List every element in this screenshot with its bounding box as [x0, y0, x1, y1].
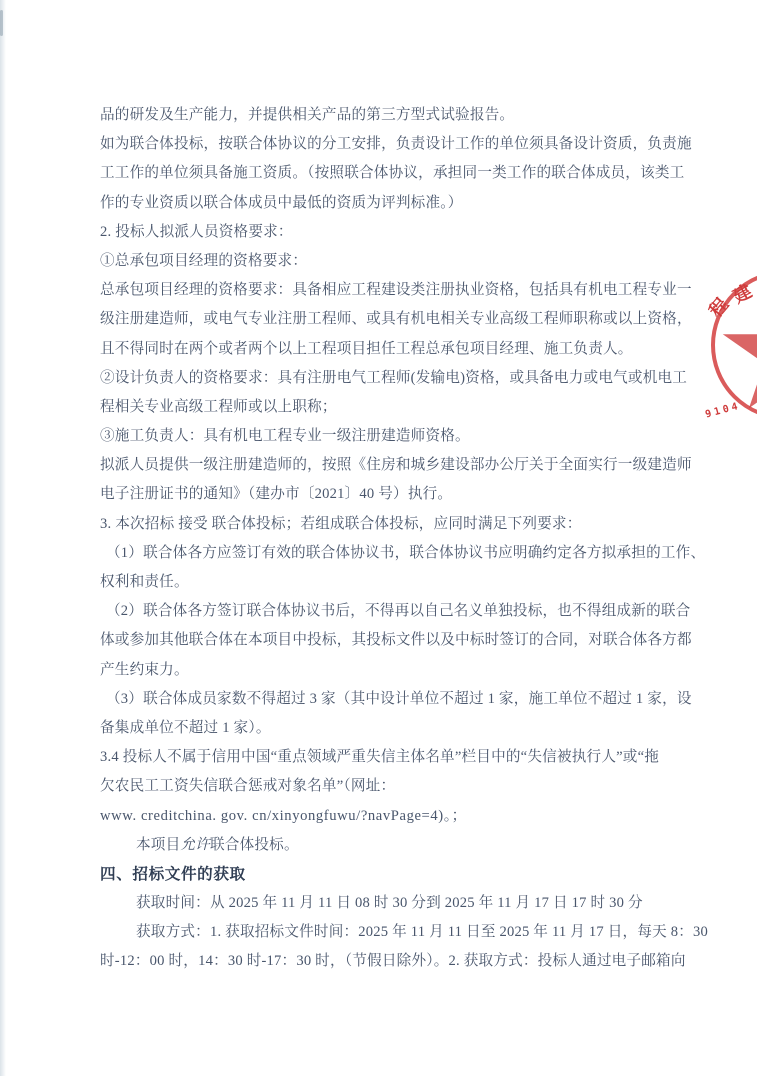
doc-line-obtain-time: 获取时间：从 2025 年 11 月 11 日 08 时 30 分到 2025 年 11 月 17 日 17 时 30 分: [136, 895, 643, 912]
credit-china-url: www. creditchina. gov. cn/xinyongfuwu/?navPage=4)。；: [100, 807, 467, 824]
doc-line: 权利和责任。: [100, 574, 189, 590]
doc-line: ②设计负责人的资格要求：具有注册电气工程师(发输电)资格，或具备电力或电气或机电工: [100, 369, 688, 386]
doc-line-obtain-method: 获取方式：1. 获取招标文件时间：2025 年 11 月 11 日至 2025 年 11 月 17 日，每天 8：30: [136, 924, 709, 941]
doc-line: ③施工负责人：具有机电工程专业一级注册建造师资格。: [100, 428, 470, 445]
doc-line: 品的研发及生产能力，并提供相关产品的第三方型式试验报告。: [100, 107, 515, 123]
stamp-character: 建: [729, 280, 756, 307]
doc-line-credit-china: 3.4 投标人不属于信用中国“重点领域严重失信主体名单”栏目中的“失信被执行人”或“拖: [100, 749, 660, 766]
doc-line-allow-consortium: [100, 831, 675, 860]
scan-left-edge: [0, 0, 6, 1076]
doc-line: ①总承包项目经理的资格要求：: [100, 252, 308, 269]
doc-line: 欠农民工工资失信联合惩戒对象名单”（网址：: [100, 778, 396, 795]
doc-line: 总承包项目经理的资格要求：具备相应工程建设类注册执业资格，包括具有机电工程专业一: [100, 282, 692, 299]
doc-line: （3）联合体成员家数不得超过 3 家（其中设计单位不超过 1 家，施工单位不超过 1 家，设: [106, 690, 692, 707]
doc-line: 工工作的单位须具备施工资质。（按照联合体协议，承担同一类工作的联合体成员，该类工: [100, 165, 685, 182]
allow-pre: 本项目: [136, 836, 181, 853]
doc-line: 拟派人员提供一级注册建造师的，按照《住房和城乡建设部办公厅关于全面实行一级建造师: [100, 457, 692, 474]
doc-line: 备集成单位不超过 1 家）。: [100, 719, 271, 736]
doc-line: 如为联合体投标，按联合体协议的分工安排，负责设计工作的单位须具备设计资质，负责施: [100, 136, 692, 153]
allow-post: 联合体投标。: [209, 836, 299, 853]
doc-line-consortium: 3. 本次招标 接受 联合体投标；若组成联合体投标，应同时满足下列要求：: [100, 515, 582, 532]
doc-line: 电子注册证书的通知》（建办市〔2021〕40 号）执行。: [100, 486, 453, 503]
doc-line: 作的专业资质以联合体成员中最低的资质为评判标准。）: [100, 194, 463, 211]
scan-artifact: [0, 10, 3, 36]
doc-line: 程相关专业高级工程师或以上职称；: [100, 398, 337, 415]
doc-line: 级注册建造师，或电气专业注册工程师、或具有机电相关专业高级工程师职称或以上资格，: [100, 311, 692, 328]
doc-line: 产生约束力。: [100, 661, 189, 678]
allow-emphasis: 允许: [180, 836, 210, 853]
doc-line: 且不得同时在两个或者两个以上工程项目担任工程总承包项目经理、施工负责人。: [100, 340, 633, 357]
document-body: [100, 101, 709, 977]
section-heading-obtain-documents: 四、招标文件的获取: [100, 865, 246, 883]
stamp-character: 程: [705, 294, 733, 321]
stamp-serial-digits: 9104: [704, 400, 742, 421]
doc-line: 时-12：00 时，14：30 时-17：30 时，（节假日除外）。2. 获取方式：投标人通过电子邮箱向: [100, 953, 686, 970]
doc-line: （1）联合体各方应签订有效的联合体协议书，联合体协议书应明确约定各方拟承担的工作、: [106, 544, 706, 561]
doc-line-bidder-requirements: 2. 投标人拟派人员资格要求：: [100, 223, 293, 240]
doc-line: （2）联合体各方签订联合体协议书后，不得再以自己名义单独投标，也不得组成新的联合: [106, 603, 691, 620]
doc-line: 体或参加其他联合体在本项目中投标，其投标文件以及中标时签订的合同，对联合体各方都: [100, 632, 692, 649]
official-seal: [704, 270, 757, 421]
